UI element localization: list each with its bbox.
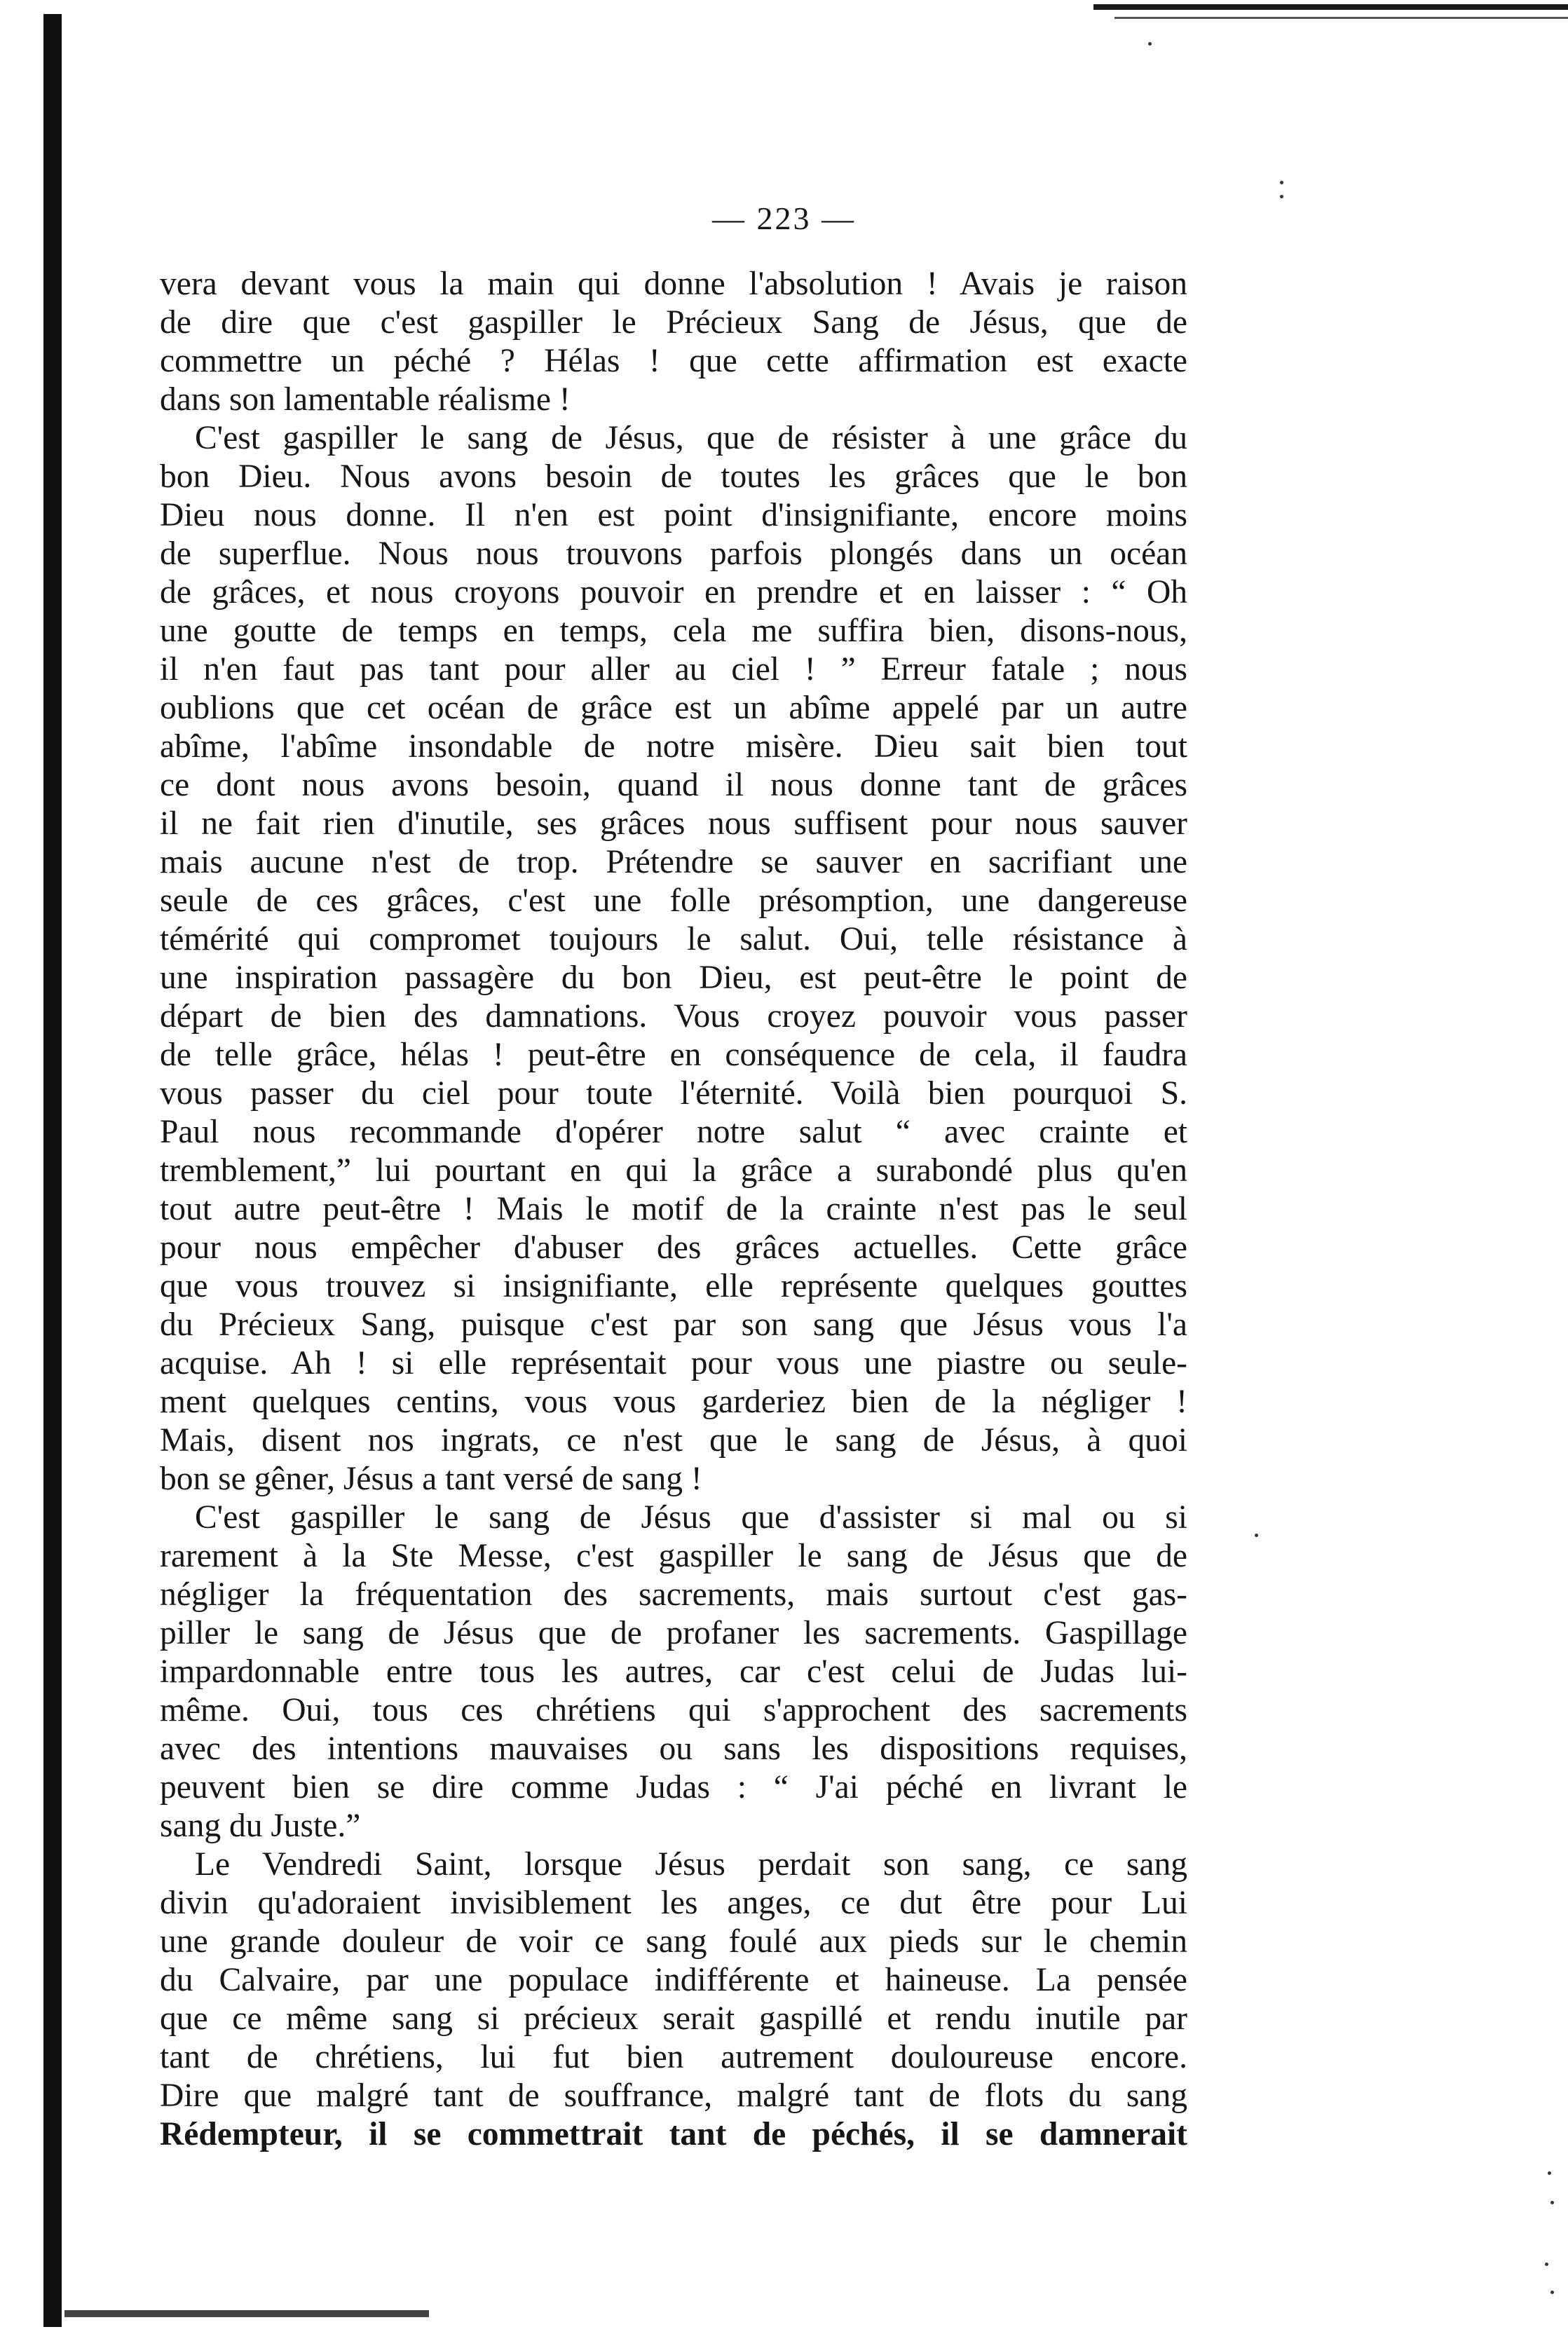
text-line: Dieu nous donne. Il n'en est point d'insignifiante, encore moins xyxy=(160,497,1187,533)
text-line: de superflue. Nous nous trouvons parfois plongés dans un océan xyxy=(160,535,1187,572)
text-line: C'est gaspiller le sang de Jésus, que de résister à une grâce du xyxy=(195,420,1187,456)
scan-bottom-rule xyxy=(64,2310,429,2317)
text-line: Le Vendredi Saint, lorsque Jésus perdait son sang, ce sang xyxy=(195,1846,1187,1883)
text-line: tout autre peut-être ! Mais le motif de la crainte n'est pas le seul xyxy=(160,1191,1187,1227)
text-line: oublions que cet océan de grâce est un abîme appelé par un autre xyxy=(160,690,1187,726)
text-line: Paul nous recommande d'opérer notre salut “ avec crainte et xyxy=(160,1114,1187,1150)
text-line: commettre un péché ? Hélas ! que cette affirmation est exacte xyxy=(160,343,1187,379)
text-line: ce dont nous avons besoin, quand il nous donne tant de grâces xyxy=(160,767,1187,803)
text-line: tremblement,” lui pourtant en qui la grâce a surabondé plus qu'en xyxy=(160,1152,1187,1189)
scan-speck xyxy=(1280,195,1283,198)
text-line: négliger la fréquentation des sacrements, mais surtout c'est gas- xyxy=(160,1576,1187,1613)
text-line: abîme, l'abîme insondable de notre misère. Dieu sait bien tout xyxy=(160,728,1187,765)
text-line: que vous trouvez si insignifiante, elle représente quelques gouttes xyxy=(160,1268,1187,1304)
scan-speck xyxy=(1548,2171,1551,2175)
page-number: — 223 — xyxy=(712,200,856,236)
text-line: Dire que malgré tant de souffrance, malgré tant de flots du sang xyxy=(160,2077,1187,2114)
text-line: une grande douleur de voir ce sang foulé aux pieds sur le chemin xyxy=(160,1923,1187,1960)
text-line: impardonnable entre tous les autres, car c'est celui de Judas lui- xyxy=(160,1653,1187,1690)
text-line: il n'en faut pas tant pour aller au ciel ! ” Erreur fatale ; nous xyxy=(160,651,1187,688)
text-line: Rédempteur, il se commettrait tant de péchés, il se damnerait xyxy=(160,2116,1187,2152)
text-line: une goutte de temps en temps, cela me suffira bien, disons-nous, xyxy=(160,613,1187,649)
text-line: il ne fait rien d'inutile, ses grâces nous suffisent pour nous sauver xyxy=(160,805,1187,842)
scan-speck xyxy=(1255,1534,1258,1537)
scan-speck xyxy=(1550,2291,1554,2294)
text-line: de dire que c'est gaspiller le Précieux Sang de Jésus, que de xyxy=(160,304,1187,341)
text-line: tant de chrétiens, lui fut bien autrement douloureuse encore. xyxy=(160,2039,1187,2075)
text-line: de grâces, et nous croyons pouvoir en prendre et en laisser : “ Oh xyxy=(160,574,1187,610)
scan-top-rule-thin xyxy=(1114,17,1568,19)
scan-speck xyxy=(1280,181,1283,184)
text-line: Mais, disent nos ingrats, ce n'est que le sang de Jésus, à quoi xyxy=(160,1422,1187,1459)
text-line: C'est gaspiller le sang de Jésus que d'assister si mal ou si xyxy=(195,1499,1187,1536)
text-line: témérité qui compromet toujours le salut. Oui, telle résistance à xyxy=(160,921,1187,957)
text-line: de telle grâce, hélas ! peut-être en conséquence de cela, il faudra xyxy=(160,1037,1187,1073)
scan-speck xyxy=(1148,42,1152,46)
text-line: divin qu'adoraient invisiblement les anges, ce dut être pour Lui xyxy=(160,1885,1187,1921)
text-line: seule de ces grâces, c'est une folle présomption, une dangereuse xyxy=(160,882,1187,919)
text-line: du Calvaire, par une populace indifférente et haineuse. La pensée xyxy=(160,1962,1187,1998)
text-line: bon Dieu. Nous avons besoin de toutes les grâces que le bon xyxy=(160,458,1187,495)
text-line: peuvent bien se dire comme Judas : “ J'ai péché en livrant le xyxy=(160,1769,1187,1806)
text-line: vera devant vous la main qui donne l'absolution ! Avais je raison xyxy=(160,266,1187,302)
text-line: une inspiration passagère du bon Dieu, est peut-être le point de xyxy=(160,960,1187,996)
text-line: acquise. Ah ! si elle représentait pour vous une piastre ou seule- xyxy=(160,1345,1187,1381)
scan-left-border xyxy=(43,14,62,2327)
body-text xyxy=(160,265,1187,2154)
text-line: vous passer du ciel pour toute l'éternité. Voilà bien pourquoi S. xyxy=(160,1075,1187,1112)
text-line: pour nous empêcher d'abuser des grâces actuelles. Cette grâce xyxy=(160,1229,1187,1266)
scan-speck xyxy=(1550,2201,1554,2204)
text-line: piller le sang de Jésus que de profaner les sacrements. Gaspillage xyxy=(160,1615,1187,1651)
text-line: du Précieux Sang, puisque c'est par son sang que Jésus vous l'a xyxy=(160,1306,1187,1343)
text-line: sang du Juste.” xyxy=(160,1808,361,1844)
text-line: départ de bien des damnations. Vous croyez pouvoir vous passer xyxy=(160,998,1187,1035)
text-line: dans son lamentable réalisme ! xyxy=(160,381,571,418)
scan-speck xyxy=(1545,2263,1548,2266)
scan-top-rule xyxy=(1093,4,1568,10)
text-line: même. Oui, tous ces chrétiens qui s'approchent des sacrements xyxy=(160,1692,1187,1728)
text-line: que ce même sang si précieux serait gaspillé et rendu inutile par xyxy=(160,2000,1187,2037)
text-line: mais aucune n'est de trop. Prétendre se sauver en sacrifiant une xyxy=(160,844,1187,880)
text-line: bon se gêner, Jésus a tant versé de sang ! xyxy=(160,1461,702,1497)
text-line: rarement à la Ste Messe, c'est gaspiller le sang de Jésus que de xyxy=(160,1538,1187,1574)
text-line: avec des intentions mauvaises ou sans les dispositions requises, xyxy=(160,1731,1187,1767)
text-line: ment quelques centins, vous vous garderiez bien de la négliger ! xyxy=(160,1384,1187,1420)
